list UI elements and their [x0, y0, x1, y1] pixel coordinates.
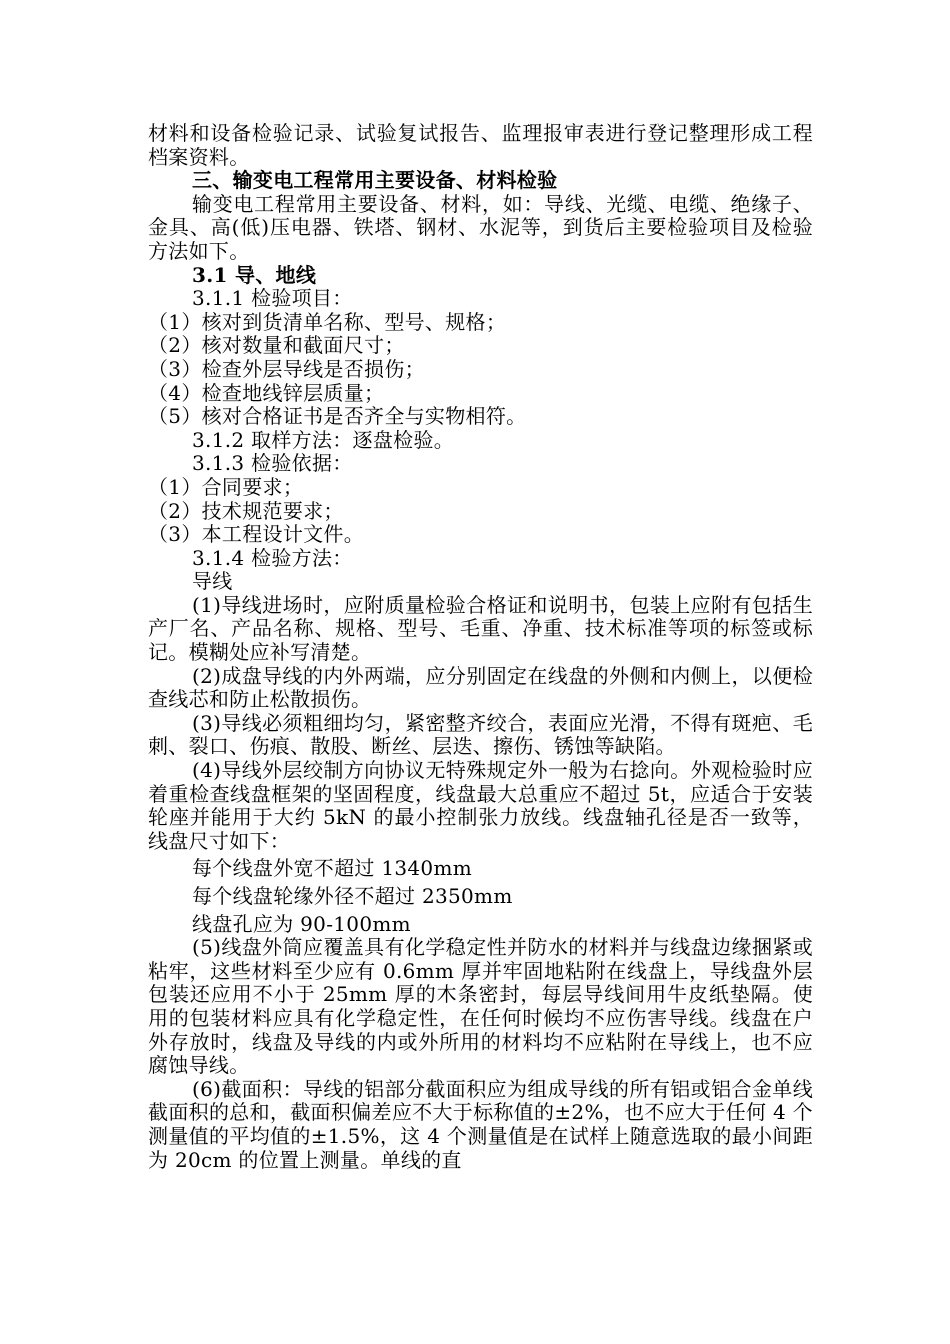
list-item: （1）合同要求；	[148, 474, 304, 499]
reel-diameter-spec: 每个线盘轮缘外径不超过 2350mm	[192, 884, 513, 908]
list-item: （3）本工程设计文件。	[148, 522, 365, 547]
paragraph-item-5: (5)线盘外筒应覆盖具有化学稳定性并防水的材料并与线盘边缘捆紧或粘牢，这些材料至少应有 0.6mm 厚并牢固地粘附在线盘上，导线盘外层包装还应用不小于 25mm 厚的木条密封，每层导线间用牛皮纸垫隔。使用的包装材料应具有化学稳定性，在任何时候均不应伤害导线。线盘在户外存放时，线盘及导线的内或外所用的材料均不应粘附在导线上，也不应腐蚀导线。	[148, 935, 813, 1078]
list-item: （4）检查地线锌层质量；	[148, 380, 385, 405]
clause-3-1-3: 3.1.3 检验依据：	[192, 451, 353, 476]
paragraph-item-3: (3)导线必须粗细均匀，紧密整齐绞合，表面应光滑，不得有斑疤、毛刺、裂口、伤痕、散股、断丝、层迭、擦伤、锈蚀等缺陷。	[148, 710, 813, 759]
reel-hole-spec: 线盘孔应为 90-100mm	[192, 911, 411, 936]
clause-3-1-4: 3.1.4 检验方法：	[192, 545, 353, 570]
conductor-label: 导线	[192, 569, 233, 594]
reel-width-spec: 每个线盘外宽不超过 1340mm	[192, 856, 472, 881]
document-page	[148, 122, 813, 1172]
subsection-heading-3-1: 3.1 导、地线	[192, 262, 317, 287]
paragraph-archive-materials: 材料和设备检验记录、试验复试报告、监理报审表进行登记整理形成工程档案资料。	[148, 121, 813, 169]
list-item: （2）技术规范要求；	[148, 498, 344, 523]
list-item: （3）检查外层导线是否损伤；	[148, 356, 425, 381]
clause-3-1-2: 3.1.2 取样方法：逐盘检验。	[192, 427, 455, 452]
paragraph-item-1: (1)导线进场时，应附质量检验合格证和说明书，包装上应附有包括生产厂名、产品名称、规格、型号、毛重、净重、技术标准等项的标签或标记。模糊处应补写清楚。	[148, 592, 813, 665]
paragraph-intro: 输变电工程常用主要设备、材料，如：导线、光缆、电缆、绝缘子、金具、高(低)压电器、铁塔、钢材、水泥等，到货后主要检验项目及检验方法如下。	[148, 191, 813, 263]
paragraph-item-4: (4)导线外层绞制方向协议无特殊规定外一般为右捻向。外观检验时应着重检查线盘框架的坚固程度，线盘最大总重应不超过 5t，应适合于安装轮座并能用于大约 5kN 的最小控制张力放线。线盘轴孔径是否一致等，线盘尺寸如下：	[148, 758, 813, 853]
clause-3-1-1: 3.1.1 检验项目：	[192, 286, 353, 311]
list-item: （2）核对数量和截面尺寸；	[148, 333, 405, 358]
paragraph-item-6: (6)截面积：导线的铝部分截面积应为组成导线的所有铝或铝合金单线截面积的总和，截面积偏差应不大于标称值的±2%，也不应大于任何 4 个测量值的平均值的±1.5%，这 4 个测量值是在试样上随意选取的最小间距为 20cm 的位置上测量。单线的直	[148, 1076, 813, 1172]
list-item: （1）核对到货清单名称、型号、规格；	[148, 309, 507, 334]
section-heading-3: 三、输变电工程常用主要设备、材料检验	[192, 168, 558, 193]
list-item: （5）核对合格证书是否齐全与实物相符。	[148, 404, 527, 429]
paragraph-item-2: (2)成盘导线的内外两端，应分别固定在线盘的外侧和内侧上，以便检查线芯和防止松散损伤。	[148, 663, 813, 712]
